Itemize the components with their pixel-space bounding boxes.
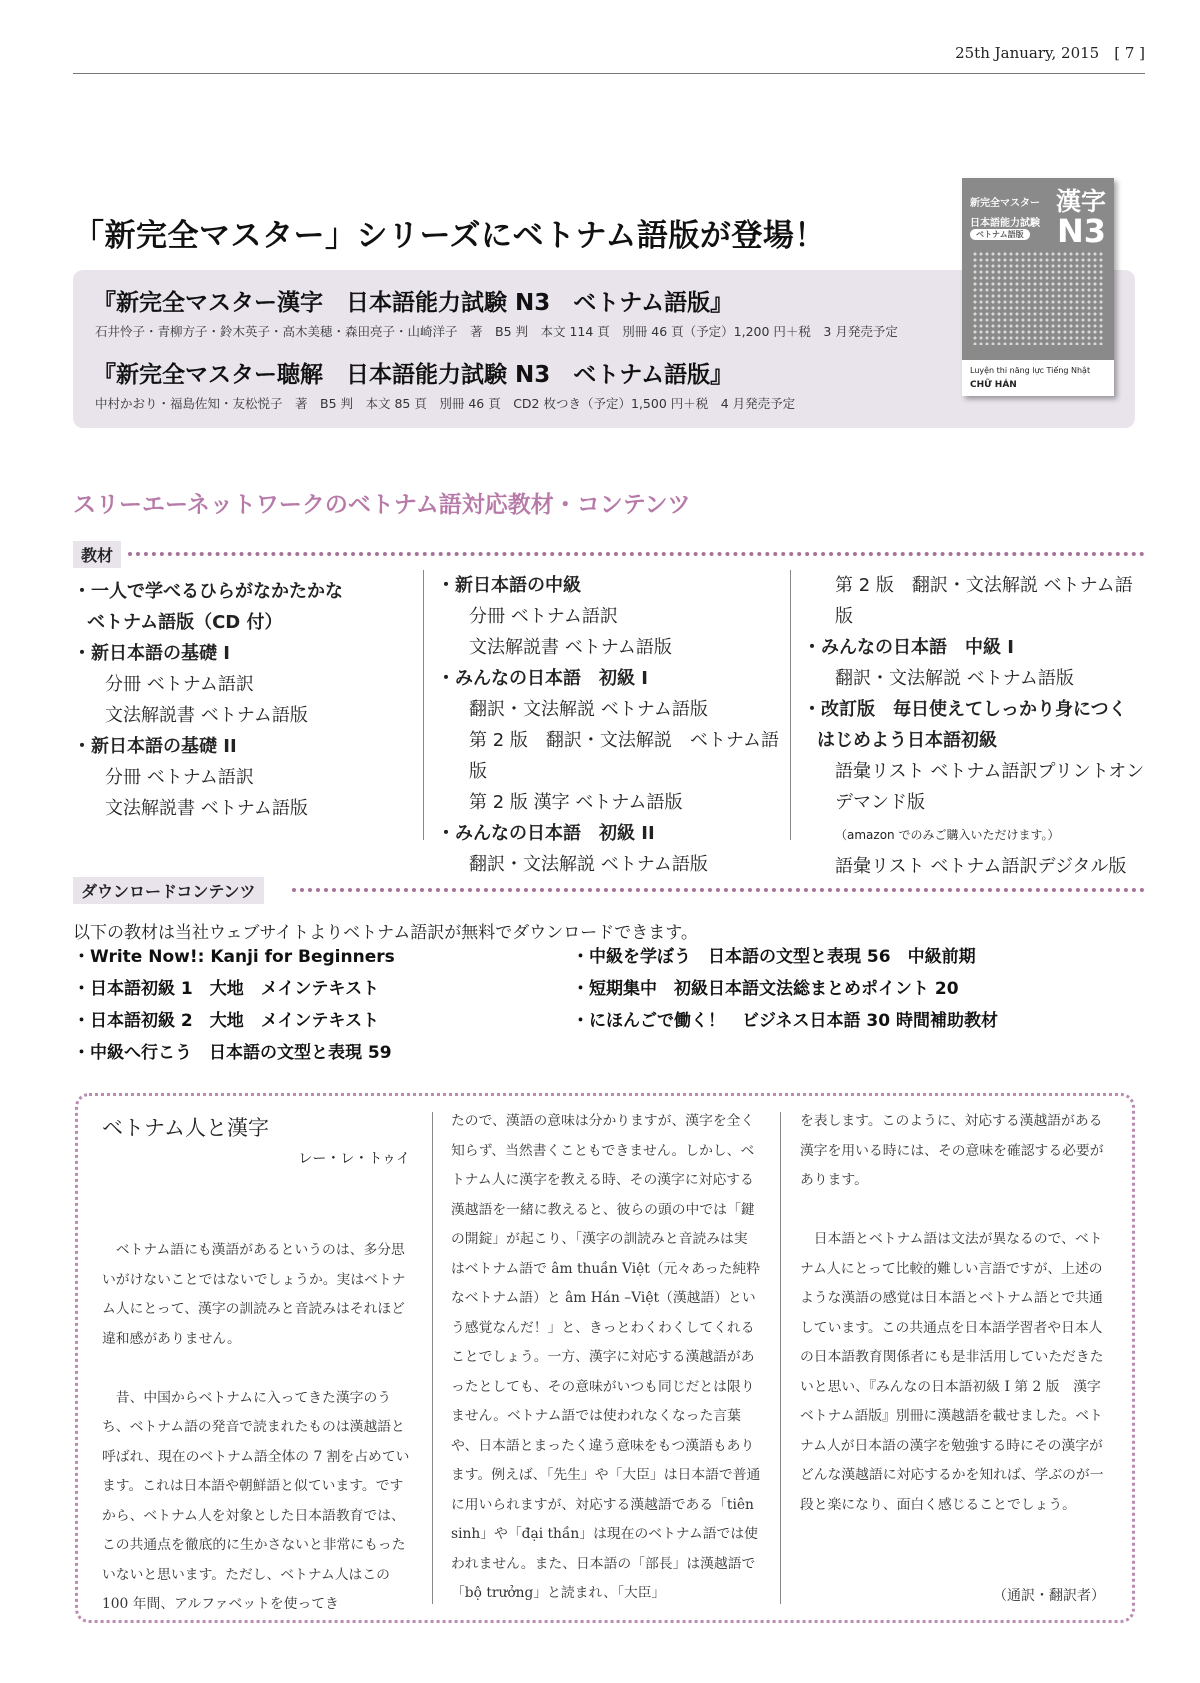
essay-signature: （通訳・翻訳者） (993, 1588, 1105, 1604)
amazon-note: （amazon でのみご購入いただけます。） (835, 828, 1060, 842)
list-item: ・改訂版 毎日使えてしっかり身につく (803, 699, 1127, 720)
list-item: ・日本語初級 1 大地 メインテキスト (73, 979, 380, 999)
book-title-choukai: 『新完全マスター聴解 日本語能力試験 N3 ベトナム語版』 (93, 362, 734, 388)
cover-level: N3 (1056, 212, 1106, 250)
essay-paragraph: を表します。このように、対応する漢越語がある漢字を用いる時には、その意味を確認する必要があります。 (800, 1113, 1104, 1188)
download-intro: 以下の教材は当社ウェブサイトよりベトナム語訳が無料でダウンロードできます。 (73, 923, 698, 943)
list-item: 語彙リスト ベトナム語訳プリントオン (835, 761, 1145, 782)
textbooks-column-3 (803, 570, 1148, 882)
list-item: 第 2 版 翻訳・文法解説 ベトナム語版 (835, 575, 1133, 627)
cover-viet-line: Luyện thi năng lực Tiếng Nhật (970, 366, 1091, 375)
list-item: 分冊 ベトナム語訳 (105, 767, 254, 788)
list-item: 文法解説書 ベトナム語版 (469, 637, 672, 658)
list-item: ・中級へ行こう 日本語の文型と表現 59 (73, 1043, 392, 1063)
textbooks-column-1 (73, 576, 413, 824)
essay-column-1 (102, 1236, 412, 1620)
paragraph-gap (102, 1354, 412, 1384)
page-title: 「新完全マスター」シリーズにベトナム語版が登場！ (73, 218, 826, 254)
download-tag: ダウンロードコンテンツ (73, 877, 264, 904)
list-item: 翻訳・文法解説 ベトナム語版 (835, 668, 1074, 689)
list-item: ・短期集中 初級日本語文法総まとめポイント 20 (572, 979, 959, 999)
list-item: ・中級を学ぼう 日本語の文型と表現 56 中級前期 (572, 947, 976, 967)
list-item: ベトナム語版（CD 付） (87, 612, 283, 633)
download-dotted-rule (292, 888, 1145, 892)
list-item: ・日本語初級 2 大地 メインテキスト (73, 1011, 380, 1031)
list-item: 第 2 版 翻訳・文法解説 ベトナム語版 (469, 730, 779, 782)
book-cover-image (962, 178, 1114, 396)
list-item-text: デマンド版 (835, 792, 925, 813)
list-item (803, 787, 1148, 851)
list-item: ・みんなの日本語 中級 I (803, 637, 1014, 658)
book-cover-panel (962, 178, 1114, 360)
cover-exam: 日本語能力試験 (970, 218, 1040, 229)
essay-column-3 (800, 1107, 1115, 1520)
cover-subject: 漢字 (1055, 187, 1106, 216)
cover-pattern (972, 251, 1104, 345)
essay-author: レー・レ・トゥイ (298, 1151, 410, 1167)
list-item: 語彙リスト ベトナム語訳デジタル版 (835, 856, 1127, 877)
list-item: ・新日本語の中級 (437, 575, 581, 596)
list-item: ・みんなの日本語 初級 II (437, 823, 655, 844)
list-item: はじめよう日本語初級 (817, 730, 997, 751)
section-title: スリーエーネットワークのベトナム語対応教材・コンテンツ (73, 492, 691, 518)
list-item: 翻訳・文法解説 ベトナム語版 (469, 699, 708, 720)
list-item: ・新日本語の基礎 I (73, 643, 230, 664)
essay-paragraph: 昔、中国からベトナムに入ってきた漢字のうち、ベトナム語の発音で読まれたものは漢越語と呼ばれ、現在のベトナム語全体の 7 割を占めています。これは日本語や朝鮮語と似ています。ですから、ベトナム人を対象とした日本語教育では、この共通点を徹底的に生かさないと非常にもったいないと思います。ただし、ベトナム人はこの 100 年間、アルファベットを使ってき (102, 1389, 410, 1612)
list-item: 第 2 版 漢字 ベトナム語版 (469, 792, 683, 813)
essay-paragraph: たので、漢語の意味は分かりますが、漢字を全く知らず、当然書くこともできません。しかし、ベトナム人に漢字を教える時、その漢字に対応する漢越語を一緒に教えると、彼らの頭の中では「鍵の開錠」が起こり、「漢字の訓読みと音読みは実はベトナム語で âm thuần Việt（元々あった純粋なベトナム語）と âm Hán –Việt（漢越語）という感覚なんだ！」と、きっとわくわくしてくれることでしょう。一方、漢字に対応する漢越語があったとしても、その意味がいつも同じだとは限りません。ベトナム語では使われなくなった言葉や、日本語とまったく違う意味をもつ漢語もあります。例えば、「先生」や「大臣」は日本語で普通に用いられますが、対応する漢越語である「tiên sinh」や「đại thần」は現在のベトナム語では使われません。また、日本語の「部長」は漢越語で「bộ trưởng」と読まれ、「大臣」 (451, 1113, 761, 1601)
list-item: ・Write Now!: Kanji for Beginners (73, 947, 395, 967)
cover-viet-subject: CHỮ HÁN (970, 380, 1017, 390)
list-item: ・一人で学べるひらがなかたかな (73, 581, 343, 602)
book-meta-choukai: 中村かおり・福島佐知・友松悦子 著 B5 判 本文 85 頁 別冊 46 頁 CD2 枚つき（予定）1,500 円＋税 4 月発売予定 (95, 396, 796, 411)
download-list-left (73, 941, 395, 1069)
header-date-page: 25th January, 2015 [ 7 ] (955, 44, 1145, 62)
list-item: 翻訳・文法解説 ベトナム語版 (469, 854, 708, 875)
list-item: ・新日本語の基礎 II (73, 736, 237, 757)
essay-column-2 (451, 1107, 761, 1609)
list-item: ・にほんごで働く！ ビジネス日本語 30 時間補助教材 (572, 1011, 998, 1031)
list-item: ・みんなの日本語 初級 I (437, 668, 648, 689)
textbooks-column-2 (437, 570, 782, 880)
list-item: 分冊 ベトナム語訳 (105, 674, 254, 695)
list-item: 分冊 ベトナム語訳 (469, 606, 618, 627)
book-meta-kanji: 石井怜子・青柳方子・鈴木英子・高木美穂・森田亮子・山崎洋子 著 B5 判 本文 114 頁 別冊 46 頁（予定）1,200 円＋税 3 月発売予定 (95, 324, 898, 339)
essay-column-divider (780, 1112, 781, 1604)
essay-column-divider (432, 1112, 433, 1604)
column-divider (790, 570, 791, 840)
paragraph-gap (800, 1196, 1110, 1226)
list-item: 文法解説書 ベトナム語版 (105, 705, 308, 726)
essay-paragraph: ベトナム語にも漢語があるというのは、多分思いがけないことではないでしょうか。実はベトナム人にとって、漢字の訓読みと音読みはそれほど違和感がありません。 (102, 1242, 406, 1347)
book-title-kanji: 『新完全マスター漢字 日本語能力試験 N3 ベトナム語版』 (93, 290, 734, 316)
essay-title: ベトナム人と漢字 (102, 1116, 269, 1140)
header-rule (73, 73, 1145, 74)
essay-paragraph: 日本語とベトナム語は文法が異なるので、ベトナム人にとって比較的難しい言語ですが、上述のような漢語の感覚は日本語とベトナム語とで共通しています。この共通点を日本語学習者や日本人の日本語教育関係者にも是非活用していただきたいと思い、『みんなの日本語初級 I 第 2 版 漢字 ベトナム語版』別冊に漢越語を載せました。ベトナム人が日本語の漢字を勉強する時にその漢字がどんな漢越語に対応するかを知れば、学ぶのが一段と楽になり、面白く感じることでしょう。 (800, 1231, 1115, 1513)
list-item: 文法解説書 ベトナム語版 (105, 798, 308, 819)
textbooks-dotted-rule (128, 552, 1145, 556)
cover-series: 新完全マスター (970, 198, 1040, 209)
column-divider (423, 570, 424, 840)
cover-edition: ベトナム語版 (970, 229, 1030, 240)
download-list-right (572, 941, 998, 1037)
textbooks-tag: 教材 (73, 541, 121, 568)
